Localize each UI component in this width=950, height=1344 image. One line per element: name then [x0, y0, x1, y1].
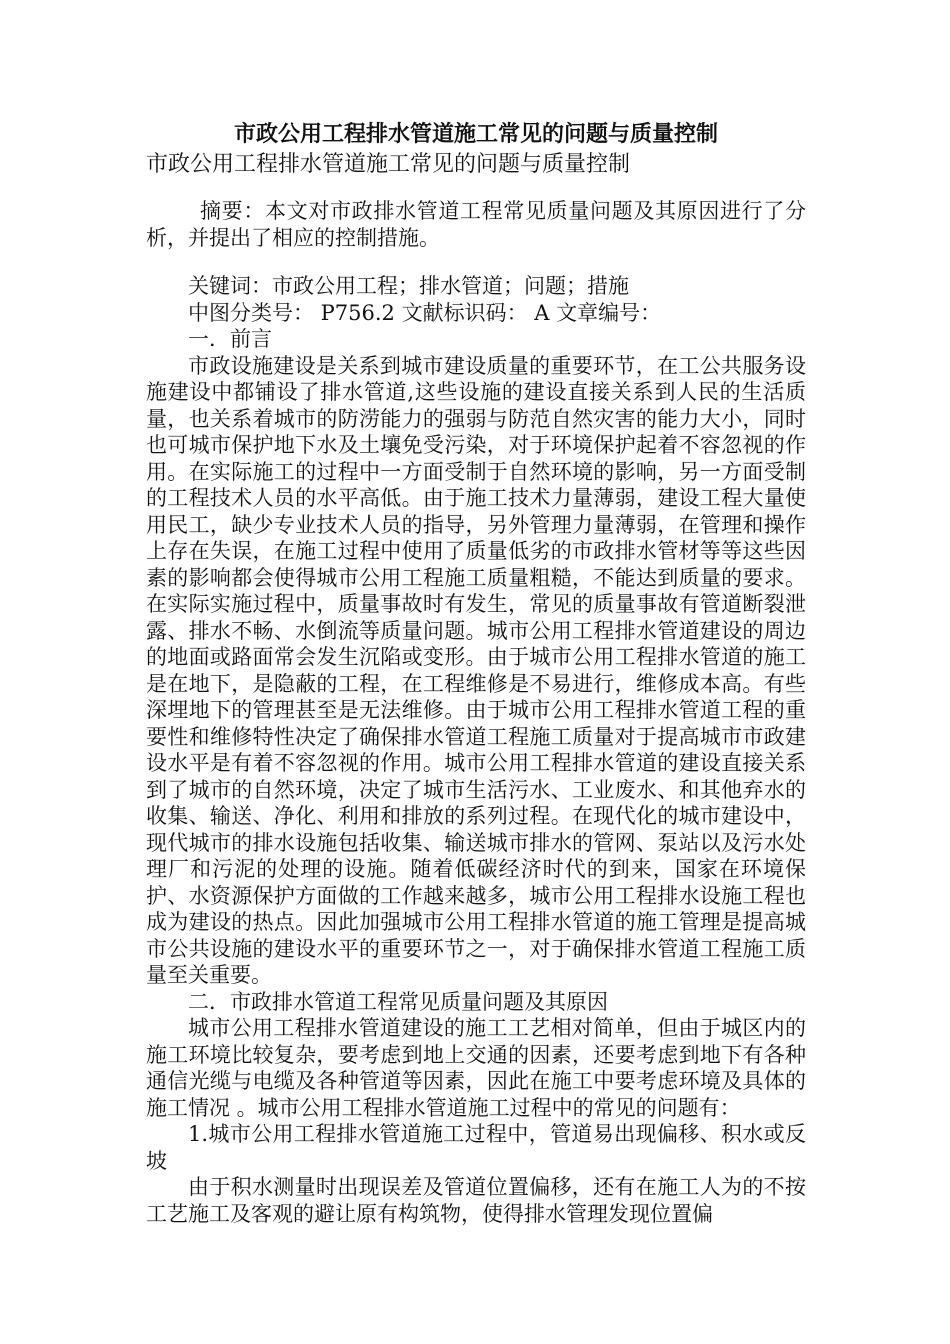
- abstract-paragraph: 摘要：本文对市政排水管道工程常见质量问题及其原因进行了分析，并提出了相应的控制措施。: [146, 199, 806, 250]
- document-title: 市政公用工程排水管道施工常见的问题与质量控制: [233, 122, 718, 147]
- section-1-heading: 一．前言: [188, 327, 272, 351]
- section-2-heading: 二．市政排水管道工程常见质量问题及其原因: [188, 989, 608, 1014]
- section-1-paragraph: 市政设施建设是关系到城市建设质量的重要环节，在工公共服务设施建设中都铺设了排水管道,这些设施的建设直接关系到人民的生活质量，也关系着城市的防涝能力的强弱与防范自然灾害的能力大小，同时也可城市保护地下水及土壤免受污染，对于环境保护起着不容忽视的作用。在实际施工的过程中一方面受制于自然环境的影响，另一方面受制的工程技术人员的水平高低。由于施工技术力量薄弱，建设工程大量使用民工，缺少专业技术人员的指导，另外管理力量薄弱，在管理和操作上存在失误，在施工过程中使用了质量低劣的市政排水管材等等这些因素的影响都会使得城市公用工程施工质量粗糙，不能达到质量的要求。在实际实施过程中，质量事故时有发生，常见的质量事故有管道断裂泄露、排水不畅、水倒流等质量问题。城市公用工程排水管道建设的周边的地面或路面常会发生沉陷或变形。由于城市公用工程排水管道的施工是在地下，是隐蔽的工程，在工程维修是不易进行，维修成本高。有些深埋地下的管理甚至是无法维修。由于城市公用工程排水管道工程的重要性和维修特性决定了确保排水管道工程施工质量对于提高城市市政建设水平是有着不容忽视的作用。城市公用工程排水管道的建设直接关系到了城市的自然环境，决定了城市生活污水、工业废水、和其他弃水的收集、输送、净化、利用和排放的系列过程。在现代化的城市建设中，现代城市的排水设施包括收集、输送城市排水的管网、泵站以及污水处理厂和污泥的处理的设施。随着低碳经济时代的到来，国家在环境保护、水资源保护方面做的工作越来越多，城市公用工程排水设施工程也成为建设的热点。因此加强城市公用工程排水管道的施工管理是提高城市公共设施的建设水平的重要环节之一，对于确保排水管道工程施工质量至关重要。: [146, 353, 806, 987]
- item-1-paragraph: 由于积水测量时出现误差及管道位置偏移，还有在施工人为的不按工艺施工及客观的避让原有构筑物，使得排水管理发现位置偏: [146, 1175, 806, 1226]
- classification-line: 中图分类号： P756.2 文献标识码： A 文章编号：: [188, 300, 662, 325]
- document-body: [146, 120, 806, 1227]
- document-subtitle: 市政公用工程排水管道施工常见的问题与质量控制: [146, 152, 631, 177]
- item-1-heading: 1.城市公用工程排水管道施工过程中，管道易出现偏移、积水或反坡: [146, 1122, 806, 1173]
- section-2-paragraph: 城市公用工程排水管道建设的施工工艺相对简单，但由于城区内的施工环境比较复杂，要考虑到地上交通的因素，还要考虑到地下有各种通信光缆与电缆及各种管道等因素，因此在施工中要考虑环境及具体的施工情况 。城市公用工程排水管道施工过程中的常见的问题有：: [146, 1016, 806, 1120]
- keywords-line: 关键词：市政公用工程；排水管道；问题；措施: [188, 274, 629, 298]
